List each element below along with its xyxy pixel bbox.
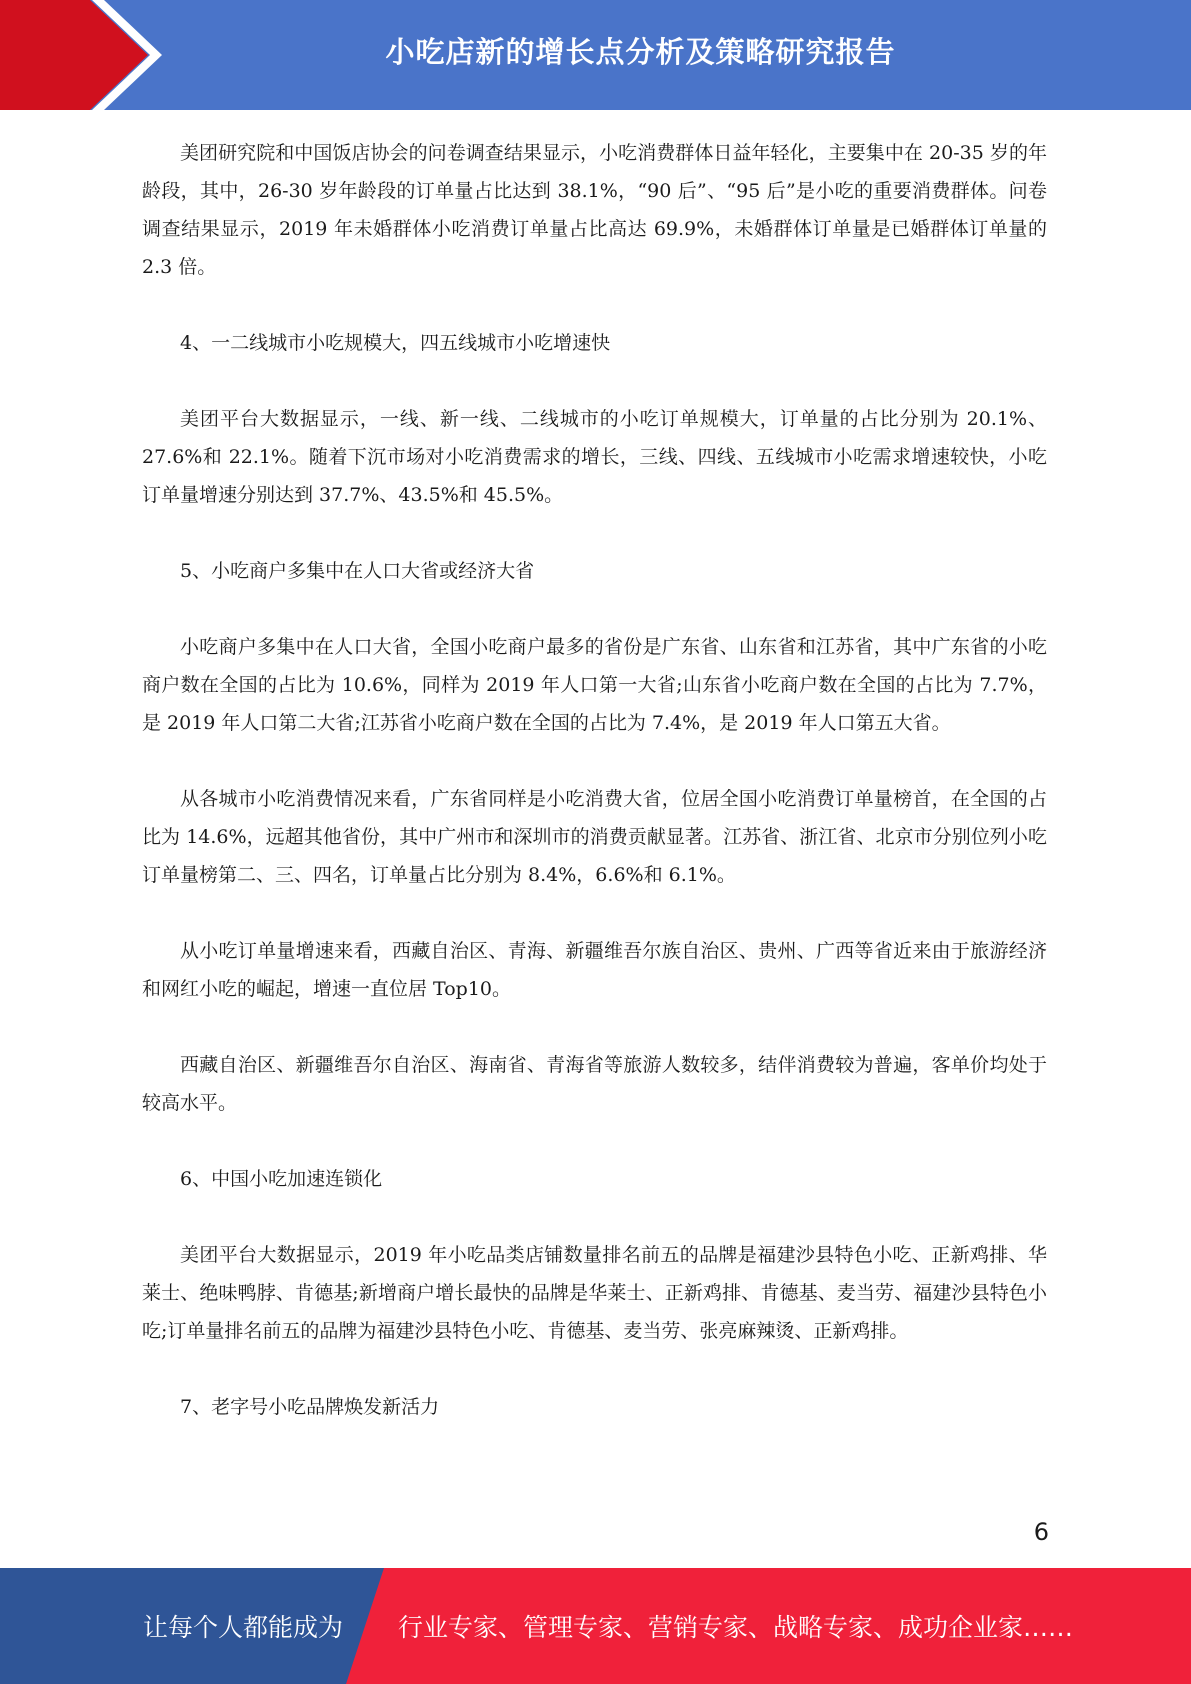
paragraph-chain-brands: 美团平台大数据显示，2019 年小吃品类店铺数量排名前五的品牌是福建沙县特色小吃、正新鸡排、华莱士、绝味鸭脖、肯德基;新增商户增长最快的品牌是华莱士、正新鸡排、肯德基、麦当劳、福建沙县特色小吃;订单量排名前五的品牌为福建沙县特色小吃、肯德基、麦当劳、张亮麻辣烫、正新鸡排。 [142,1244,1047,1342]
footer-slogan-left: 让每个人都能成为 [143,1613,344,1642]
paragraph-city-tiers: 美团平台大数据显示，一线、新一线、二线城市的小吃订单规模大，订单量的占比分别为 20.1%、27.6%和 22.1%。随着下沉市场对小吃消费需求的增长，三线、四线、五线城市小吃需求增速较快，小吃订单量增速分别达到 37.7%、43.5%和 45.5%。 [142,408,1047,506]
paragraph-merchant-provinces: 小吃商户多集中在人口大省，全国小吃商户最多的省份是广东省、山东省和江苏省，其中广东省的小吃商户数在全国的占比为 10.6%，同样为 2019 年人口第一大省;山东省小吃商户数在全国的占比为 7.7%，是 2019 年人口第二大省;江苏省小吃商户数在全国的占比为 7.4%，是 2019 年人口第五大省。 [142,636,1047,734]
paragraph-order-growth: 从小吃订单量增速来看，西藏自治区、青海、新疆维吾尔族自治区、贵州、广西等省近来由于旅游经济和网红小吃的崛起，增速一直位居 Top10。 [142,940,1047,1000]
page-header [0,0,1191,110]
paragraph-tourism: 西藏自治区、新疆维吾尔自治区、海南省、青海省等旅游人数较多，结伴消费较为普遍，客单价均处于较高水平。 [142,1054,1047,1114]
footer-slogan-right: 行业专家、管理专家、营销专家、战略专家、成功企业家…… [398,1613,1074,1642]
section-heading-6: 6、中国小吃加速连锁化 [180,1168,383,1190]
page-number: 6 [1033,1518,1049,1546]
paragraph-consumer-age: 美团研究院和中国饭店协会的问卷调查结果显示，小吃消费群体日益年轻化，主要集中在 20-35 岁的年龄段，其中，26-30 岁年龄段的订单量占比达到 38.1%，“90 后”、“95 后”是小吃的重要消费群体。问卷调查结果显示，2019 年未婚群体小吃消费订单量占比高达 69.9%，未婚群体订单量是已婚群体订单量的 2.3 倍。 [142,142,1047,278]
paragraph-city-consumption: 从各城市小吃消费情况来看，广东省同样是小吃消费大省，位居全国小吃消费订单量榜首，在全国的占比为 14.6%，远超其他省份，其中广州市和深圳市的消费贡献显著。江苏省、浙江省、北京市分别位列小吃订单量榜第二、三、四名，订单量占比分别为 8.4%，6.6%和 6.1%。 [142,788,1047,886]
report-title: 小吃店新的增长点分析及策略研究报告 [385,34,896,69]
section-heading-7: 7、老字号小吃品牌焕发新活力 [180,1396,440,1418]
section-heading-4: 4、一二线城市小吃规模大，四五线城市小吃增速快 [180,332,611,354]
page-footer [0,1568,1191,1684]
section-heading-5: 5、小吃商户多集中在人口大省或经济大省 [180,560,535,582]
body-content [142,134,1047,1426]
